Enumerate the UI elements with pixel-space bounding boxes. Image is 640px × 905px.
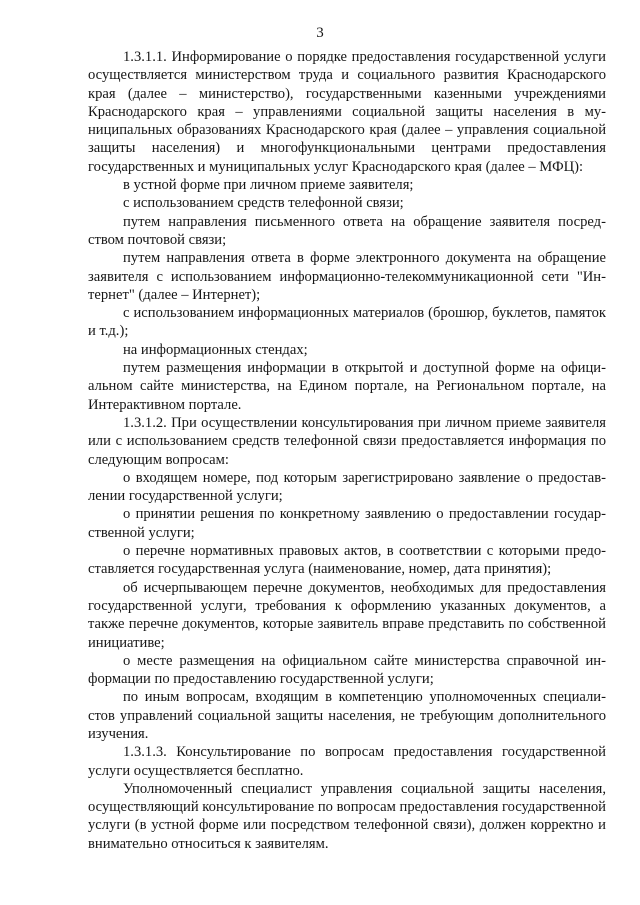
list-item-written-answer: путем направления письменного ответа на обращение заявителя посредством почтовой связи; xyxy=(88,213,606,248)
list-item-information-stands: на информационных стендах; xyxy=(123,341,308,358)
list-item-electronic-document: путем направления ответа в форме электронного документа на обращение заявителя с использованием информационно-телекоммуникационной сети "Интернет" (далее – Интернет); xyxy=(88,250,606,303)
paragraph-1-3-1-3: 1.3.1.3. Консультирование по вопросам предоставления государственной услуги осуществляется бесплатно. xyxy=(88,744,606,779)
page-number: 3 xyxy=(316,25,324,41)
list-item-decision: о принятии решения по конкретному заявлению о предоставлении государственной услуги; xyxy=(88,506,606,541)
paragraph-1-3-1-2: 1.3.1.2. При осуществлении консультирования при личном приеме заявителя или с использованием средств телефонной связи предоставляется информация по следующим вопросам: xyxy=(88,414,606,468)
list-item-legal-acts: о перечне нормативных правовых актов, в соответствии с которыми предоставляется государственная услуга (наименование, номер, дата принятия); xyxy=(88,543,606,578)
list-item-telephone: с использованием средств телефонной связи; xyxy=(123,195,404,212)
paragraph-specialist-duty: Уполномоченный специалист управления социальной защиты населения, осуществляющий консультирование по вопросам предоставления государственной услуги (в устной форме или посредством телефонной связи), должен корректно и внимательно относиться к заявителям. xyxy=(88,780,606,852)
list-item-oral-form: в устной форме при личном приеме заявителя; xyxy=(123,177,414,194)
list-item-reference-info: о месте размещения на официальном сайте министерства справочной информации по предоставлению государственной услуги; xyxy=(88,652,606,688)
document-body xyxy=(88,48,606,853)
list-item-information-materials: с использованием информационных материалов (брошюр, буклетов, памяток и т.д.); xyxy=(88,305,606,340)
paragraph-1-3-1-1: 1.3.1.1. Информирование о порядке предоставления государственной услуги осуществляется министерством труда и социального развития Краснодарского края (далее – министерство), государственными казенными учреждениями Краснодарского края – управлениями социальной защиты населения в муниципальных образованиях Краснодарского края (далее – управления социальной защиты населения) и многофункциональными центрами предоставления государственных и муниципальных услуг Краснодарского края (далее – МФЦ): xyxy=(88,49,606,175)
list-item-documents-list: об исчерпывающем перечне документов, необходимых для предоставления государственной услуги, требования к оформлению указанных документов, а также перечне документов, которые заявитель вправе представить по собственной инициативе; xyxy=(88,579,606,651)
list-item-incoming-number: о входящем номере, под которым зарегистрировано заявление о предоставлении государственной услуги; xyxy=(88,469,606,505)
list-item-official-website: путем размещения информации в открытой и доступной форме на официальном сайте министерства, на Едином портале, на Региональном портале, на Интерактивном портале. xyxy=(88,360,606,413)
list-item-other-questions: по иным вопросам, входящим в компетенцию уполномоченных специалистов управлений социальной защиты населения, не требующим дополнительного изучения. xyxy=(88,689,606,742)
